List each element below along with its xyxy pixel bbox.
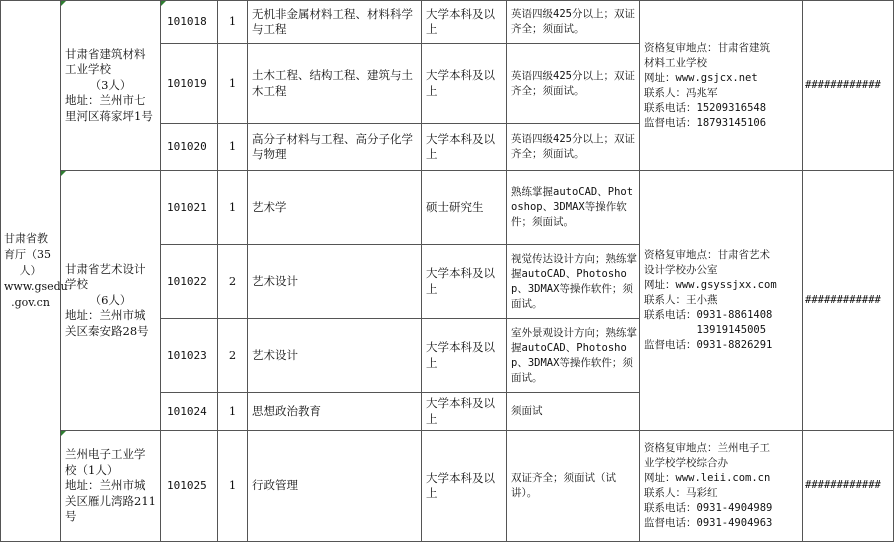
- position-major: 土木工程、结构工程、建筑与土木工程: [248, 44, 422, 124]
- position-major: 艺术设计: [248, 319, 422, 393]
- position-education: 大学本科及以上: [422, 393, 507, 431]
- position-requirements: 须面试: [507, 393, 640, 431]
- position-count: 1: [218, 171, 248, 245]
- position-count: 1: [218, 44, 248, 124]
- position-education: 硕士研究生: [422, 171, 507, 245]
- contact-cell: 资格复审地点：兰州电子工 业学校学校综合办 网址：www.leii.com.cn 联系人：马彩红 联系电话：0931-4904989 监督电话：0931-4904963: [640, 431, 803, 542]
- position-count: 1: [218, 124, 248, 171]
- comment-marker-icon: [61, 1, 66, 6]
- overflow-hash-cell: ############: [803, 171, 894, 431]
- position-code: 101022: [161, 245, 218, 319]
- position-education: 大学本科及以上: [422, 44, 507, 124]
- position-code: 101018: [161, 1, 218, 44]
- position-education: 大学本科及以上: [422, 319, 507, 393]
- position-requirements: 英语四级425分以上；双证齐全；须面试。: [507, 124, 640, 171]
- contact-cell: 资格复审地点：甘肃省建筑 材料工业学校 网址：www.gsjcx.net 联系人：冯兆军 联系电话：15209316548 监督电话：18793145106: [640, 1, 803, 171]
- position-code: 101021: [161, 171, 218, 245]
- position-code: 101024: [161, 393, 218, 431]
- department-cell: 甘肃省教 育厅（35 人） www.gsedu .gov.cn: [1, 1, 61, 542]
- school-name: 甘肃省建筑材料工业学校: [65, 46, 146, 77]
- position-requirements: 英语四级425分以上；双证齐全；须面试。: [507, 1, 640, 44]
- position-count: 1: [218, 1, 248, 44]
- position-major: 无机非金属材料工程、材料科学与工程: [248, 1, 422, 44]
- school-count: （6人）: [89, 292, 132, 307]
- position-code: 101020: [161, 124, 218, 171]
- position-major: 艺术学: [248, 171, 422, 245]
- position-code: 101019: [161, 44, 218, 124]
- school-count: （3人）: [89, 77, 132, 92]
- position-education: 大学本科及以上: [422, 431, 507, 542]
- position-requirements: 英语四级425分以上；双证齐全；须面试。: [507, 44, 640, 124]
- comment-marker-icon: [61, 171, 66, 176]
- position-count: 2: [218, 319, 248, 393]
- position-education: 大学本科及以上: [422, 245, 507, 319]
- position-requirements: 熟练掌握autoCAD、Photoshop、3DMAX等操作软件；须面试。: [507, 171, 640, 245]
- position-major: 思想政治教育: [248, 393, 422, 431]
- position-count: 1: [218, 393, 248, 431]
- school-address: 地址：兰州市七里河区蒋家坪1号: [65, 93, 153, 123]
- position-requirements: 视觉传达设计方向；熟练掌握autoCAD、Photoshop、3DMAX等操作软件；须面试。: [507, 245, 640, 319]
- table-row: [1, 171, 894, 245]
- school-name: 兰州电子工业学校（1人）: [65, 447, 146, 477]
- position-code: 101025: [161, 431, 218, 542]
- position-major: 高分子材料与工程、高分子化学与物理: [248, 124, 422, 171]
- school-cell: [61, 171, 161, 431]
- school-address: 地址：兰州市城关区雁儿湾路211号: [65, 478, 156, 524]
- school-cell: [61, 431, 161, 542]
- school-cell: [61, 1, 161, 171]
- position-education: 大学本科及以上: [422, 124, 507, 171]
- position-requirements: 室外景观设计方向；熟练掌握autoCAD、Photoshop、3DMAX等操作软件；须面试。: [507, 319, 640, 393]
- position-code: 101023: [161, 319, 218, 393]
- department-name: 甘肃省教: [4, 232, 48, 245]
- position-education: 大学本科及以上: [422, 1, 507, 44]
- position-count: 1: [218, 431, 248, 542]
- overflow-hash-cell: ############: [803, 431, 894, 542]
- position-count: 2: [218, 245, 248, 319]
- position-requirements: 双证齐全；须面试（试讲）。: [507, 431, 640, 542]
- comment-marker-icon: [61, 431, 66, 436]
- school-name: 甘肃省艺术设计学校: [65, 261, 146, 292]
- department-url: www.gsedu: [4, 280, 68, 293]
- position-major: 艺术设计: [248, 245, 422, 319]
- table-row: [1, 431, 894, 542]
- position-major: 行政管理: [248, 431, 422, 542]
- table-row: [1, 1, 894, 44]
- overflow-hash-cell: ############: [803, 1, 894, 171]
- school-address: 地址：兰州市城关区秦安路28号: [65, 308, 149, 338]
- contact-cell: 资格复审地点：甘肃省艺术 设计学校办公室 网址：www.gsyssjxx.com 联系人：王小燕 联系电话：0931-8861408 13919145005 监督电话：0931-8826291: [640, 171, 803, 431]
